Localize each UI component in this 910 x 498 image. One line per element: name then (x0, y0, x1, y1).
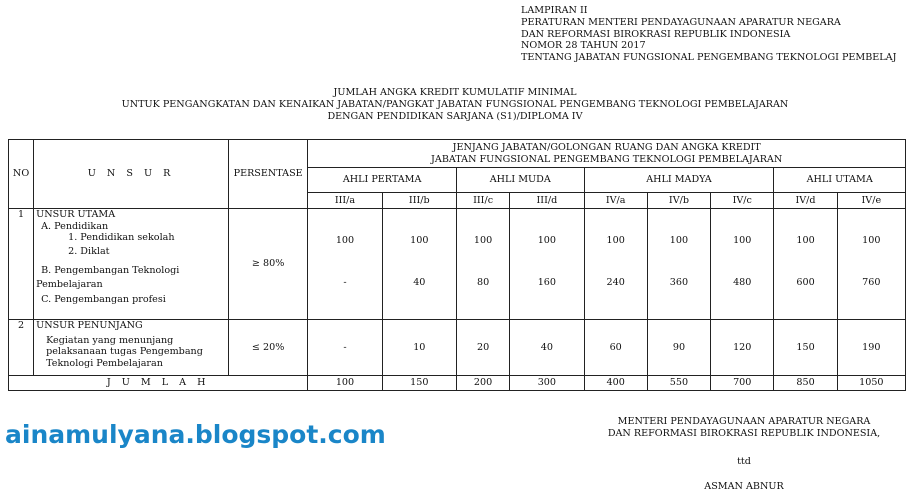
grade-header: III/b (382, 193, 456, 209)
level-ahli-pertama: AHLI PERTAMA (308, 168, 457, 193)
grade-header: IV/a (584, 193, 647, 209)
unsur-label: pelaksanaan tugas Pengembang (46, 346, 203, 358)
document-title (0, 87, 910, 122)
total-value: 150 (382, 376, 456, 391)
unsur-label: Kegiatan yang menunjang (46, 334, 174, 346)
total-value: 1050 (837, 376, 905, 391)
title-line: DENGAN PENDIDIKAN SARJANA (S1)/DIPLOMA IV (327, 110, 583, 122)
value-cell: 100 80 (456, 209, 509, 320)
value-cell: 100 240 (584, 209, 647, 320)
value-cell: 190 (837, 320, 905, 376)
lampiran-header (521, 5, 896, 64)
lampiran-line: PERATURAN MENTERI PENDAYAGUNAAN APARATUR NEGARA (521, 16, 841, 28)
title-line: JUMLAH ANGKA KREDIT KUMULATIF MINIMAL (333, 87, 577, 98)
value-cell: 100 760 (837, 209, 905, 320)
table-row (9, 320, 906, 376)
value-cell: - (308, 320, 382, 376)
signature-block (580, 416, 908, 440)
unsur-label: A. Pendidikan (41, 220, 109, 232)
level-ahli-muda: AHLI MUDA (456, 168, 584, 193)
row-no: 2 (9, 320, 34, 376)
row-percent: ≤ 20% (228, 320, 307, 376)
signature-line: DAN REFORMASI BIROKRASI REPUBLIK INDONESIA, (607, 428, 881, 439)
value-cell: 100 360 (647, 209, 710, 320)
total-row (9, 376, 906, 391)
level-ahli-madya: AHLI MADYA (584, 168, 774, 193)
lampiran-line: TENTANG JABATAN FUNGSIONAL PENGEMBANG TEKNOLOGI PEMBELAJ (521, 52, 897, 64)
row-unsur (34, 209, 229, 320)
row-no: 1 (9, 209, 34, 320)
total-value: 700 (711, 376, 774, 391)
value-cell: 100 480 (711, 209, 774, 320)
lampiran-line: LAMPIRAN II (521, 5, 588, 16)
lampiran-line: DAN REFORMASI BIROKRASI REPUBLIK INDONESIA (521, 28, 791, 40)
grade-header: III/d (510, 193, 584, 209)
header-no: NO (9, 140, 34, 209)
value-cell: 20 (456, 320, 509, 376)
signature-line: MENTERI PENDAYAGUNAAN APARATUR NEGARA (617, 416, 871, 427)
unsur-label: C. Pengembangan profesi (41, 293, 166, 305)
total-value: 100 (308, 376, 382, 391)
grade-header: IV/c (711, 193, 774, 209)
jenjang-line: JENJANG JABATAN/GOLONGAN RUANG DAN ANGKA KREDIT (452, 141, 761, 153)
unsur-label: UNSUR PENUNJANG (36, 320, 143, 331)
signature-ttd: ttd (737, 456, 751, 467)
value-cell: 100 40 (382, 209, 456, 320)
jenjang-line: JABATAN FUNGSIONAL PENGEMBANG TEKNOLOGI PEMBELAJARAN (431, 153, 783, 165)
unsur-label: UNSUR UTAMA (36, 209, 116, 220)
title-line: UNTUK PENGANGKATAN DAN KENAIKAN JABATAN/PANGKAT JABATAN FUNGSIONAL PENGEMBANG TEKNOLOGI PEMBELAJARAN (121, 98, 789, 110)
total-value: 300 (510, 376, 584, 391)
row-percent: ≥ 80% (228, 209, 307, 320)
row-unsur (34, 320, 229, 376)
level-ahli-utama: AHLI UTAMA (774, 168, 906, 193)
total-value: 200 (456, 376, 509, 391)
blog-watermark: ainamulyana.blogspot.com (5, 420, 386, 449)
unsur-label: Pembelajaran (36, 278, 103, 290)
header-jenjang (308, 140, 906, 168)
value-cell: 100 160 (510, 209, 584, 320)
total-label: J U M L A H (9, 376, 308, 391)
grade-header: III/c (456, 193, 509, 209)
grade-header: IV/e (837, 193, 905, 209)
grade-header: IV/d (774, 193, 837, 209)
grade-header: IV/b (647, 193, 710, 209)
grade-header: III/a (308, 193, 382, 209)
value-cell: 120 (711, 320, 774, 376)
value-cell: 60 (584, 320, 647, 376)
lampiran-line: NOMOR 28 TAHUN 2017 (521, 40, 646, 52)
unsur-label: 2. Diklat (68, 245, 110, 257)
header-persentase: PERSENTASE (228, 140, 307, 209)
total-value: 400 (584, 376, 647, 391)
value-cell: 150 (774, 320, 837, 376)
unsur-label: 1. Pendidikan sekolah (68, 232, 175, 244)
unsur-label: Teknologi Pembelajaran (46, 357, 163, 369)
table-row (9, 209, 906, 320)
header-unsur: U N S U R (34, 140, 229, 209)
unsur-label: B. Pengembangan Teknologi (41, 265, 180, 277)
value-cell: 100 600 (774, 209, 837, 320)
value-cell: 40 (510, 320, 584, 376)
value-cell: 10 (382, 320, 456, 376)
signer-name: ASMAN ABNUR (704, 481, 784, 492)
value-cell: 90 (647, 320, 710, 376)
total-value: 550 (647, 376, 710, 391)
total-value: 850 (774, 376, 837, 391)
value-cell: 100 - (308, 209, 382, 320)
credit-table (8, 139, 906, 391)
